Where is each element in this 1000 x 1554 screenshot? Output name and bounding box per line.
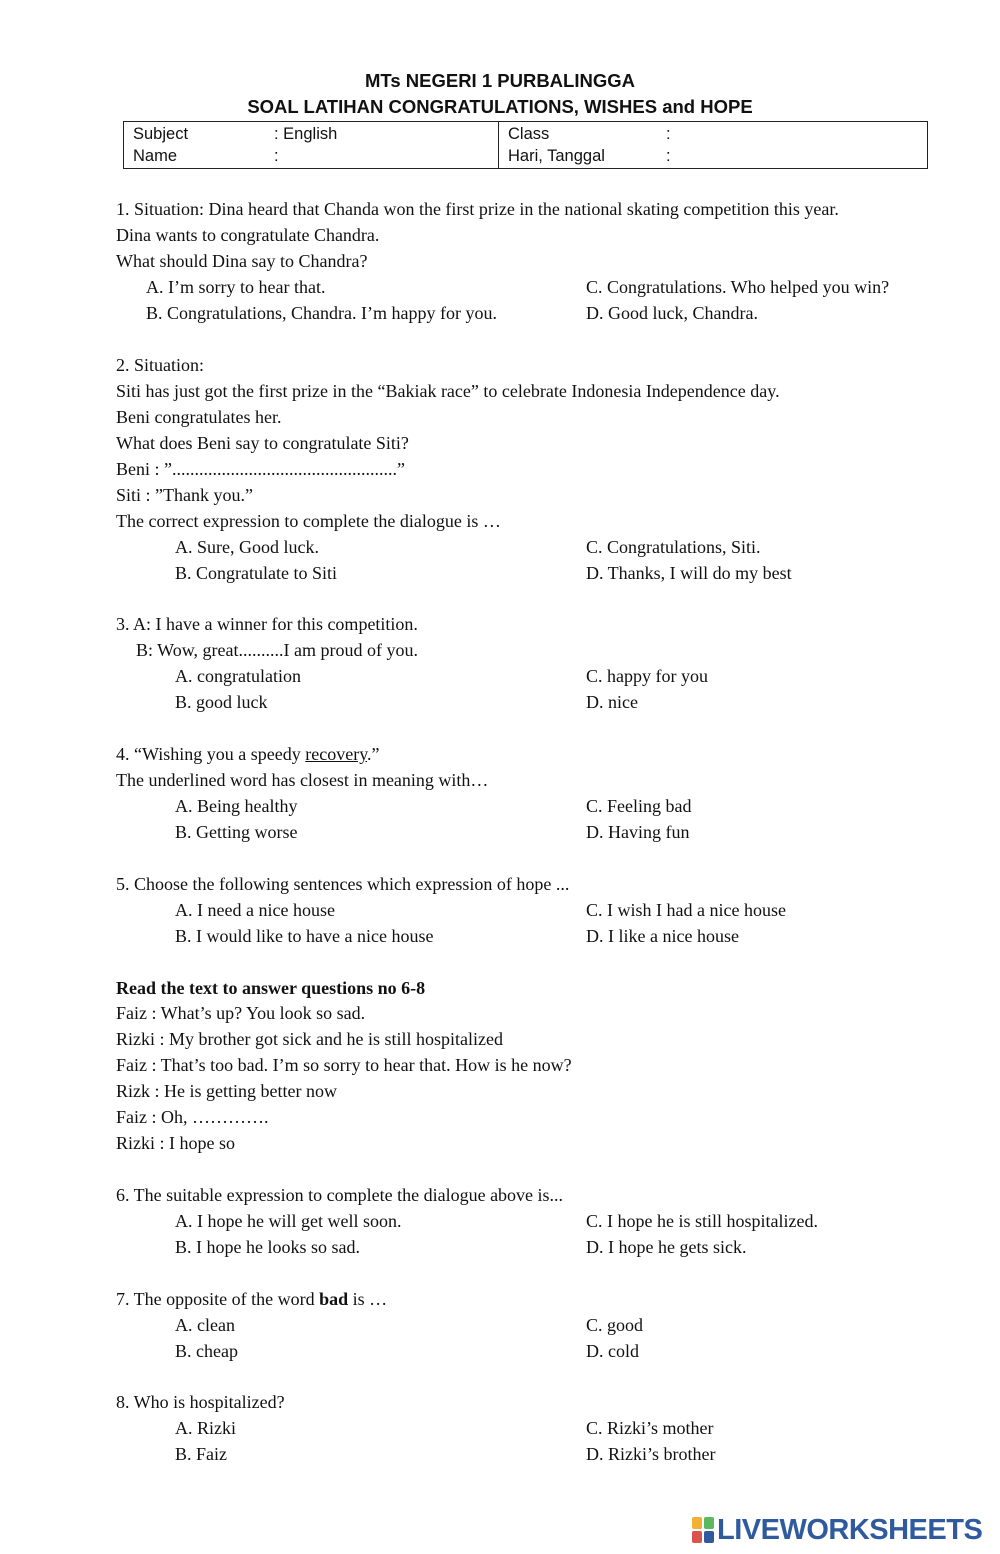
q2-dialogue-siti: Siti : ”Thank you.” <box>116 485 253 505</box>
q8-stem: 8. Who is hospitalized? <box>116 1392 285 1412</box>
name-label: Name <box>133 147 178 165</box>
reading-heading: Read the text to answer questions no 6-8 <box>116 978 426 998</box>
q5-option-d[interactable]: D. I like a nice house <box>586 926 739 946</box>
date-value[interactable]: : <box>666 147 671 165</box>
q4-option-b[interactable]: B. Getting worse <box>175 822 298 842</box>
q2-stem-line-2: Siti has just got the first prize in the “Bakiak race” to celebrate Indonesia Independence day. <box>116 381 780 401</box>
q5-option-c[interactable]: C. I wish I had a nice house <box>586 900 786 920</box>
q6-stem: 6. The suitable expression to complete the dialogue above is... <box>116 1185 564 1205</box>
q7-option-c[interactable]: C. good <box>586 1315 644 1335</box>
q2-option-c[interactable]: C. Congratulations, Siti. <box>586 537 761 557</box>
info-table-divider <box>498 122 499 168</box>
liveworksheets-logo-icon <box>692 1517 714 1543</box>
q1-option-a[interactable]: A. I’m sorry to hear that. <box>146 277 326 297</box>
q2-stem-line-4: What does Beni say to congratulate Siti? <box>116 433 409 453</box>
subject-label: Subject <box>133 125 189 143</box>
q1-stem-line-1: 1. Situation: Dina heard that Chanda won the first prize in the national skating competition this year. <box>116 199 839 219</box>
date-label: Hari, Tanggal <box>508 147 605 165</box>
q2-option-a[interactable]: A. Sure, Good luck. <box>175 537 319 557</box>
q7-bold-word: bad <box>319 1289 349 1309</box>
q6-option-b[interactable]: B. I hope he looks so sad. <box>175 1237 360 1257</box>
class-value[interactable]: : <box>666 125 671 143</box>
q4-stem <box>116 743 380 765</box>
q1-stem-line-3: What should Dina say to Chandra? <box>116 251 368 271</box>
name-value[interactable]: : <box>274 147 279 165</box>
q3-option-b[interactable]: B. good luck <box>175 692 268 712</box>
reading-line-5: Faiz : Oh, …………. <box>116 1107 269 1127</box>
school-name: MTs NEGERI 1 PURBALINGGA <box>365 70 635 91</box>
reading-line-2: Rizki : My brother got sick and he is still hospitalized <box>116 1029 503 1049</box>
info-table <box>123 121 928 169</box>
q2-option-d[interactable]: D. Thanks, I will do my best <box>586 563 792 583</box>
q8-option-b[interactable]: B. Faiz <box>175 1444 227 1464</box>
reading-line-3: Faiz : That’s too bad. I’m so sorry to hear that. How is he now? <box>116 1055 572 1075</box>
q3-option-c[interactable]: C. happy for you <box>586 666 708 686</box>
q4-stem-line-2: The underlined word has closest in meaning with… <box>116 770 489 790</box>
q1-stem-line-2: Dina wants to congratulate Chandra. <box>116 225 380 245</box>
q4-option-c[interactable]: C. Feeling bad <box>586 796 692 816</box>
q7-stem-before: 7. The opposite of the word <box>116 1289 320 1309</box>
reading-line-4: Rizk : He is getting better now <box>116 1081 337 1101</box>
liveworksheets-logo[interactable] <box>692 1513 982 1547</box>
subject-value: : English <box>274 125 338 143</box>
q6-option-d[interactable]: D. I hope he gets sick. <box>586 1237 747 1257</box>
q5-option-b[interactable]: B. I would like to have a nice house <box>175 926 434 946</box>
q1-option-d[interactable]: D. Good luck, Chandra. <box>586 303 758 323</box>
q7-option-d[interactable]: D. cold <box>586 1341 639 1361</box>
q5-option-a[interactable]: A. I need a nice house <box>175 900 335 920</box>
q7-option-b[interactable]: B. cheap <box>175 1341 238 1361</box>
q7-option-a[interactable]: A. clean <box>175 1315 235 1335</box>
q7-stem-after: is … <box>348 1289 388 1309</box>
q2-option-b[interactable]: B. Congratulate to Siti <box>175 563 337 583</box>
q4-option-d[interactable]: D. Having fun <box>586 822 690 842</box>
q6-option-c[interactable]: C. I hope he is still hospitalized. <box>586 1211 818 1231</box>
liveworksheets-logo-text: LIVEWORKSHEETS <box>717 1513 983 1546</box>
q7-stem <box>116 1288 387 1310</box>
q2-stem-line-7: The correct expression to complete the dialogue is … <box>116 511 501 531</box>
q4-stem-after: .” <box>367 744 380 764</box>
q3-option-d[interactable]: D. nice <box>586 692 638 712</box>
q8-option-d[interactable]: D. Rizki’s brother <box>586 1444 716 1464</box>
q2-dialogue-beni: Beni : ”..................................................” <box>116 459 405 479</box>
q6-option-a[interactable]: A. I hope he will get well soon. <box>175 1211 402 1231</box>
q3-stem-line-2: B: Wow, great..........I am proud of you. <box>136 640 419 660</box>
q1-option-c[interactable]: C. Congratulations. Who helped you win? <box>586 277 890 297</box>
reading-line-1: Faiz : What’s up? You look so sad. <box>116 1003 366 1023</box>
q2-stem-line-1: 2. Situation: <box>116 355 205 375</box>
q1-option-b[interactable]: B. Congratulations, Chandra. I’m happy for you. <box>146 303 497 323</box>
q3-option-a[interactable]: A. congratulation <box>175 666 301 686</box>
q4-option-a[interactable]: A. Being healthy <box>175 796 298 816</box>
q8-option-a[interactable]: A. Rizki <box>175 1418 236 1438</box>
q3-stem-line-1: 3. A: I have a winner for this competition. <box>116 614 418 634</box>
q5-stem: 5. Choose the following sentences which expression of hope ... <box>116 874 570 894</box>
reading-line-6: Rizki : I hope so <box>116 1133 235 1153</box>
q4-stem-before: 4. “Wishing you a speedy <box>116 744 306 764</box>
q2-stem-line-3: Beni congratulates her. <box>116 407 282 427</box>
q8-option-c[interactable]: C. Rizki’s mother <box>586 1418 714 1438</box>
class-label: Class <box>508 125 550 143</box>
q4-underlined-word: recovery <box>305 744 368 764</box>
worksheet-title: SOAL LATIHAN CONGRATULATIONS, WISHES and HOPE <box>247 96 753 117</box>
